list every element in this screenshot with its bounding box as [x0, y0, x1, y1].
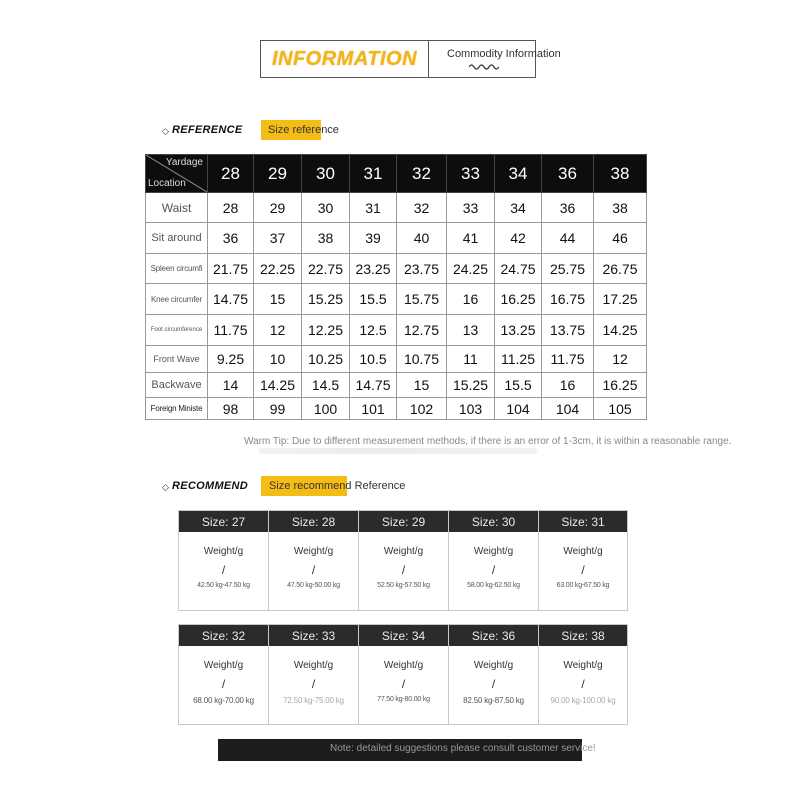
table-cell: 11.75	[542, 346, 594, 373]
table-cell: 105	[594, 398, 647, 420]
weight-range: 63.00 kg-67.50 kg	[556, 582, 610, 589]
slash-separator: /	[491, 563, 496, 577]
reference-tag: Size reference	[268, 124, 339, 136]
table-cell: 34	[495, 193, 542, 223]
size-header: 31	[350, 155, 397, 193]
weight-range: 47.50 kg-50.00 kg	[287, 582, 340, 589]
size-header: 34	[495, 155, 542, 193]
table-cell: 15.25	[302, 284, 350, 315]
table-row	[146, 254, 647, 284]
row-label: Sit around	[146, 223, 208, 254]
table-cell: 41	[447, 223, 495, 254]
size-card	[178, 510, 268, 611]
row-label: Spleen circumfi	[146, 254, 208, 284]
card-size: Size: 31	[539, 511, 627, 532]
card-size: Size: 28	[269, 511, 358, 532]
slash-separator: /	[311, 563, 316, 577]
size-card	[448, 510, 538, 611]
weight-label: Weight/g	[563, 546, 603, 557]
table-corner-cell	[146, 155, 208, 193]
table-cell: 12	[254, 315, 302, 346]
diamond-icon: ◇	[162, 482, 169, 492]
table-cell: 10.25	[302, 346, 350, 373]
table-cell: 36	[542, 193, 594, 223]
slash-separator: /	[221, 563, 226, 577]
weight-label: Weight/g	[473, 660, 514, 671]
table-cell: 10	[254, 346, 302, 373]
table-cell: 17.25	[594, 284, 647, 315]
table-cell: 36	[208, 223, 254, 254]
table-row	[146, 346, 647, 373]
table-cell: 39	[350, 223, 397, 254]
card-size: Size: 29	[359, 511, 448, 532]
table-cell: 12.25	[302, 315, 350, 346]
recommend-row-2	[178, 624, 628, 725]
card-size: Size: 32	[179, 625, 268, 646]
table-cell: 10.5	[350, 346, 397, 373]
table-cell: 33	[447, 193, 495, 223]
table-cell: 15.5	[350, 284, 397, 315]
table-cell: 30	[302, 193, 350, 223]
table-cell: 22.25	[254, 254, 302, 284]
card-size: Size: 34	[359, 625, 448, 646]
table-row	[146, 223, 647, 254]
weight-range: 72.50 kg-75.00 kg	[283, 696, 344, 705]
warm-tip: Warm Tip: Due to different measurement methods, if there is an error of 1-3cm, it is within a reasonable range.	[244, 436, 732, 447]
table-cell: 9.25	[208, 346, 254, 373]
row-label: Foot circumference	[146, 315, 208, 346]
table-cell: 32	[397, 193, 447, 223]
table-cell: 11.25	[495, 346, 542, 373]
table-cell: 100	[302, 398, 350, 420]
table-cell: 21.75	[208, 254, 254, 284]
size-card	[538, 510, 628, 611]
table-cell: 16	[542, 373, 594, 398]
table-cell: 46	[594, 223, 647, 254]
weight-label: Weight/g	[563, 660, 603, 671]
table-cell: 14.75	[208, 284, 254, 315]
table-cell: 40	[397, 223, 447, 254]
card-size: Size: 30	[449, 511, 538, 532]
row-label: Front Wave	[146, 346, 208, 373]
table-cell: 22.75	[302, 254, 350, 284]
recommend-row-1	[178, 510, 628, 611]
table-cell: 14.25	[254, 373, 302, 398]
size-header: 33	[447, 155, 495, 193]
table-cell: 26.75	[594, 254, 647, 284]
weight-range: 77.50 kg-80.00 kg	[377, 696, 430, 703]
tip-ghost-decoration	[258, 448, 538, 454]
table-header-row	[146, 155, 647, 193]
weight-label: Weight/g	[473, 546, 514, 557]
table-cell: 16.25	[495, 284, 542, 315]
table-cell: 24.25	[447, 254, 495, 284]
diamond-icon: ◇	[162, 126, 169, 136]
weight-label: Weight/g	[383, 660, 424, 671]
table-cell: 101	[350, 398, 397, 420]
table-cell: 14.25	[594, 315, 647, 346]
slash-separator: /	[401, 677, 406, 691]
table-row	[146, 193, 647, 223]
recommend-title: RECOMMEND	[172, 480, 249, 492]
slash-separator: /	[311, 677, 316, 691]
table-cell: 23.25	[350, 254, 397, 284]
size-header: 29	[254, 155, 302, 193]
slash-separator: /	[221, 677, 226, 691]
table-cell: 99	[254, 398, 302, 420]
table-cell: 15	[397, 373, 447, 398]
table-cell: 23.75	[397, 254, 447, 284]
table-row	[146, 373, 647, 398]
weight-range: 90.00 kg-100.00 kg	[550, 696, 616, 705]
size-header: 28	[208, 155, 254, 193]
corner-location: Location	[148, 178, 186, 189]
table-row	[146, 284, 647, 315]
table-cell: 103	[447, 398, 495, 420]
table-cell: 12	[594, 346, 647, 373]
table-cell: 11.75	[208, 315, 254, 346]
size-reference-table	[145, 154, 647, 420]
table-cell: 16.75	[542, 284, 594, 315]
size-card	[178, 624, 268, 725]
info-subtitle: Commodity Information	[447, 48, 561, 60]
table-row	[146, 398, 647, 420]
info-header	[260, 40, 561, 78]
weight-label: Weight/g	[293, 660, 334, 671]
size-header: 32	[397, 155, 447, 193]
slash-separator: /	[581, 677, 585, 691]
recommend-section-header	[162, 476, 422, 498]
table-cell: 16	[447, 284, 495, 315]
table-cell: 10.75	[397, 346, 447, 373]
size-card	[358, 624, 448, 725]
table-cell: 14	[208, 373, 254, 398]
table-cell: 28	[208, 193, 254, 223]
table-cell: 25.75	[542, 254, 594, 284]
size-card	[538, 624, 628, 725]
table-cell: 31	[350, 193, 397, 223]
table-cell: 38	[302, 223, 350, 254]
table-cell: 12.5	[350, 315, 397, 346]
table-cell: 12.75	[397, 315, 447, 346]
weight-range: 58.00 kg-62.50 kg	[467, 582, 520, 589]
row-label: Backwave	[146, 373, 208, 398]
table-cell: 37	[254, 223, 302, 254]
info-title: INFORMATION	[271, 47, 418, 70]
table-cell: 104	[542, 398, 594, 420]
table-cell: 29	[254, 193, 302, 223]
size-header: 30	[302, 155, 350, 193]
table-cell: 15.5	[495, 373, 542, 398]
weight-label: Weight/g	[383, 546, 424, 557]
size-header: 38	[594, 155, 647, 193]
table-row	[146, 315, 647, 346]
note-text: Note: detailed suggestions please consult customer service!	[330, 743, 596, 754]
weight-label: Weight/g	[293, 546, 334, 557]
size-header: 36	[542, 155, 594, 193]
reference-section-header	[162, 120, 362, 142]
size-card	[268, 624, 358, 725]
table-cell: 13.75	[542, 315, 594, 346]
table-cell: 15	[254, 284, 302, 315]
table-cell: 42	[495, 223, 542, 254]
table-cell: 38	[594, 193, 647, 223]
weight-label: Weight/g	[203, 660, 244, 671]
weight-range: 68.00 kg-70.00 kg	[193, 696, 254, 705]
table-cell: 24.75	[495, 254, 542, 284]
card-size: Size: 27	[179, 511, 268, 532]
weight-range: 52.50 kg-57.50 kg	[377, 582, 430, 589]
wave-decoration-icon	[469, 63, 499, 71]
table-cell: 13.25	[495, 315, 542, 346]
reference-title: REFERENCE	[172, 124, 243, 136]
slash-separator: /	[401, 563, 406, 577]
info-title-cell	[261, 41, 429, 77]
row-label: Foreign Ministe	[146, 398, 208, 420]
table-cell: 16.25	[594, 373, 647, 398]
card-size: Size: 36	[449, 625, 538, 646]
table-cell: 15.75	[397, 284, 447, 315]
size-card	[358, 510, 448, 611]
weight-label: Weight/g	[203, 546, 244, 557]
card-size: Size: 38	[539, 625, 627, 646]
table-cell: 14.5	[302, 373, 350, 398]
row-label: Waist	[146, 193, 208, 223]
table-cell: 44	[542, 223, 594, 254]
slash-separator: /	[581, 563, 585, 577]
table-cell: 98	[208, 398, 254, 420]
table-cell: 13	[447, 315, 495, 346]
slash-separator: /	[491, 677, 496, 691]
recommend-tag: Size recommend Reference	[269, 480, 406, 492]
weight-range: 42.50 kg-47.50 kg	[197, 582, 250, 589]
table-cell: 11	[447, 346, 495, 373]
size-card	[448, 624, 538, 725]
table-cell: 102	[397, 398, 447, 420]
corner-yardage: Yardage	[165, 157, 203, 168]
weight-range: 82.50 kg-87.50 kg	[463, 696, 524, 705]
table-cell: 15.25	[447, 373, 495, 398]
row-label: Knee circumfer	[146, 284, 208, 315]
table-cell: 14.75	[350, 373, 397, 398]
size-card	[268, 510, 358, 611]
table-cell: 104	[495, 398, 542, 420]
card-size: Size: 33	[269, 625, 358, 646]
